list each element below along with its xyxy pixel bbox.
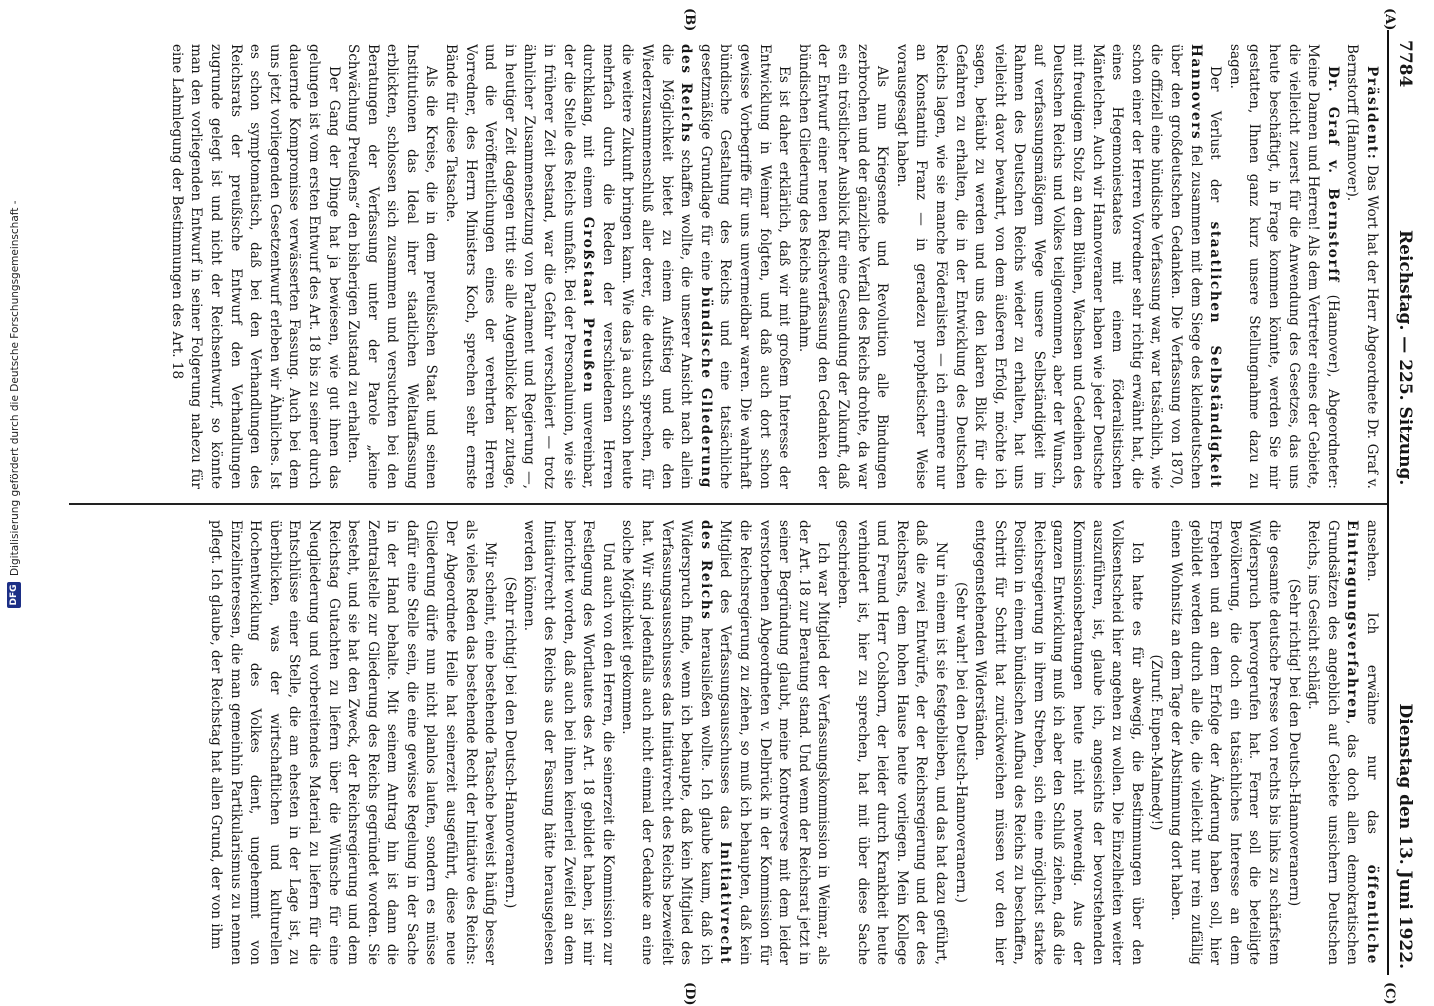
emphasized-text: Großstaat Preußen <box>580 216 597 394</box>
paragraph <box>1224 44 1342 489</box>
paragraph: Mir scheint, eine bestehende Tatsache beweist häufig besser als vieles Reden das bestehende Recht der Initiative des Reichs: Der Abgeordnete Heile hat seinerzeit ausgeführt, diese neue Gliederung dürfe nun nicht planlos laufen, sondern es müsse dafür eine Stelle sein, die eine gewisse Regelung in der Sache in der Hand behalte. Mit seinem Antrag hin ist dann die Zentralstelle zur Gliederung des Reichs gegründet worden. Sie besteht, und sie hat den Zweck, der Reichsregierung und dem Reichstag Gutachten zu liefern über die Wünsche für eine Neugliederung und vorbereitendes Material zu liefern für die Entschlüsse einer Stelle, die am ehesten in der Lage ist, zu überblicken, was der wirtschaftlichen und kulturellen Hochentwicklung des Volkes dient, ungehemmt von Einzelinteressen, die man gemeinhin Partikularismus zu nennen pflegt. Ich glaube, der Reichstag hat allen Grund, der von ihm <box>207 520 499 965</box>
page-number: 7784 <box>1395 40 1415 88</box>
paragraph: Als die Kreise, die in dem preußischen Staat und seinen Institutionen das Ideal ihrer staatlichen Weltauffassung erblickten, schlossen sich zusammen und versuchten bei den Beratungen der Verfassung unter der Parole „keine Schwächung Preußens“ den bisherigen Zustand zu erhalten. <box>345 44 440 489</box>
footer-text: Digitalisierung gefördert durch die Deutsche Forschungsgemeinschaft - <box>9 200 21 576</box>
paragraph: Als nun Kriegsende und Revolution alle Bindungen zerbrochen und der gänzliche Verfall des Reichs drohte, da war es ein tröstlicher Ausblick für eine Gesundung der Zukunft, daß der Entwurf einer neuen Reichsverfassung den Gedanken der bündischen Gliederung des Reichs aufnahm. <box>795 44 891 489</box>
paragraph <box>1303 520 1381 965</box>
paragraph: die gesamte deutsche Presse von rechts bis links zu schärfstem Widerspruch hervorgerufen hat. Ferner soll die beteiligte Bevölkerung, die doch ein tatsächliches Interesse an dem Ergehen und an dem Erfolge der Änderung haben soll, hier gebildet werden durch alle die, die vielleicht nur rein zufällig einen Wohnsitz an dem Tage der Abstimmung dort haben. <box>1168 520 1283 965</box>
rotated-page <box>67 0 1433 1006</box>
paragraph-text: Der Verlust der <box>1207 66 1224 222</box>
emphasized-text: Initiativrecht des Reichs <box>697 520 734 965</box>
paragraph-text: Das Wort hat der Herr Abgeordnete Dr. Graf v. Bernstorff (Hannover). <box>1344 44 1380 489</box>
left-column <box>71 44 1381 489</box>
interjection: (Zuruf: Eupen-Malmedy!) <box>1148 654 1165 831</box>
interjection: (Sehr wahr! bei den Deutsch-Hannoveranern.) <box>952 581 969 903</box>
paragraph-text: herausließen wollte. Ich glaube kaum, daß ich Widerspruch finde, wenn ich behaupte, daß kein Mitglied des Verfassungsausschusses das Initiativrecht des Reichs bezweifelt hat. Wir sind jedenfalls auch nicht einmal der Gedanke an eine solche Möglichkeit gekommen. <box>619 520 714 965</box>
margin-marker-d: (D) <box>682 982 697 1006</box>
paragraph-text: (Hannover), Abgeordneter: Meine Damen und Herren! Als dem Vertreter eines der Gebiete, die vielleicht zuerst für die Anwendung des Gesetzes, das uns heute beschäftigt, in Frage kommen könnte, werden Sie mir gestatten, Ihnen ganz kurz unsere Stellungnahme dazu zu sagen. <box>1226 44 1341 489</box>
digitization-footer <box>4 200 30 610</box>
emphasized-text: bündische Gliederung des Reichs <box>678 44 714 489</box>
interjection: (Sehr richtig! bei den Deutsch-Hannoveranern.) <box>501 576 518 909</box>
session-title: Reichstag. — 225. Sitzung. <box>1395 230 1415 486</box>
emphasized-text: staatlichen Selbständigkeit Hannovers <box>1187 44 1224 489</box>
paragraph <box>617 520 833 965</box>
paragraph-text: Es ist daher erklärlich, daß wir mit großem Interesse der Entwicklung in Weimar folgten, und daß auch dort schon gewisse Vorbegriffe für uns unvermeidbar waren. Die wahrhaft bündische Gestaltung des Reichs und eine tatsächliche gesetzmäßige Grundlage für eine <box>697 44 793 489</box>
paragraph: Nur in einem ist sie festgeblieben, und das hat dazu geführt, daß die zwei Entwürfe, der der Reichsregierung und der des Reichsrats, dem hohen Hause heute vorliegen. Mein Kollege und Freund Herr Colshorn, der leider durch Krankheit heute verhindert ist, hier zu sprechen, hat mit über diese Sache geschrieben. <box>834 520 949 965</box>
speaker-name: Dr. Graf v. Bernstorff <box>1324 66 1341 284</box>
session-date: Dienstag den 13. Juni 1922. <box>1395 703 1415 969</box>
paragraph <box>891 44 1224 489</box>
paragraph-text: Ich war Mitglied der Verfassungskommission in Weimar, als der Art. 18 zur Beratung stand. Und wenn der Reichsrat jetzt in seiner Begründung glaubt, meine Kontroverse mit dem leider verstorbenen Abgeordneten v. Delbrück in der Kommission für die Reichsregierung zu ziehen, so muß ich behaupten, daß kein Mitglied des Verfassungsausschusses das <box>717 520 832 965</box>
paragraph <box>1342 44 1381 489</box>
paragraph: Ich hatte es für abwegig, die Bestimmungen über den Volksentscheid hier angehen zu wollen. Die Einzelheiten weiter auszuführen, ist, glaube ich, angesichts der bevorstehenden Kommissionsberatungen heute nicht notwendig. Aus der ganzen Entwicklung muß ich aber den Schluß ziehen, daß die Reichsregierung in ihrem Streben, sich eine möglichst starke Position in einem bündischen Aufbau des Reichs zu beschaffen, Schritt für Schritt hat zurückweichen müssen vor den hier entgegenstehenden Widerständen. <box>972 520 1145 965</box>
paragraph: Der Gang der Dinge hat ja bewiesen, wie gut ihnen das gelungen ist vom ersten Entwurf des Art. 18 bis zu seiner durch dauernde Kompromisse verwässerten Fassung. Auch bei dem uns jetzt vorliegenden Gesetzentwurf erleben wir Ähnliches. Ist es schon symptomatisch, daß bei den Verhandlungen des Reichsrats der preußische Entwurf den Verhandlungen zugrunde gelegt ist und nicht der Reichsentwurf, so könnte man den vorliegenden Entwurf in seiner Folgerung nahezu für eine Lahmlegung der Bestimmungen des Art. 18 <box>168 44 342 489</box>
paragraph-text: fiel zusammen mit dem Siege des kleindeutschen über den großdeutschen Gedanken. Die Verfassung von 1870, die offiziell eine bündische Verfassung war, war tatsächlich, wie schon einer der Herren Vorredner sehr richtig erwähnt hat, die eines Hegemoniestaates mit einem föderalistischen Mäntelchen. Auch wir Hannoveraner haben wie jeder Deutsche mit freudigem Stolz an dem Blühen, Wachsen und Gedeihen des Deutschen Reichs und Volkes teilgenommen, aber der Wunsch, auf verfassungsmäßigem Wege unsere Selbständigkeit im Rahmen des Deutschen Reichs wieder zu erhalten, hat uns vielleicht davor bewahrt, von dem äußeren Erfolg, möchte ich sagen, betäubt zu werden und uns den klaren Blick für die Gefahren zu erhalten, die in der Entwicklung des Deutschen Reichs lagen, wie sie manche Föderalisten — ich erinnere nur an Konstantin Franz — in geradezu prophetischer Weise vorausgesagt haben. <box>893 44 1204 489</box>
paragraph-text: ansehen. Ich erwähne nur das <box>1364 520 1380 865</box>
right-column <box>71 520 1381 965</box>
paragraph: Und auch von den Herren, die seinerzeit die Kommission zur Festlegung des Wortlautes des Art. 18 gebildet haben, ist mir berichtet worden, daß auch bei ihnen keinerlei Zweifel an dem Initiativrecht des Reichs aus der Fassung hätte herausgelesen werden können. <box>521 520 616 965</box>
paragraph <box>441 44 794 489</box>
speaker-label: Präsident: <box>1364 66 1380 161</box>
column-divider <box>69 503 1387 505</box>
interjection: (Sehr richtig! bei den Deutsch-Hannoveranern) <box>1285 578 1302 907</box>
dfg-logo-icon: DFG <box>7 582 21 608</box>
emphasized-text: öffentliche Eintragungsverfahren <box>1344 520 1380 965</box>
margin-marker-c: (C) <box>1382 982 1397 1005</box>
paragraph-text: , das doch allen demokratischen Grundsätzen des angeblich auf Gebiete unsichern Deutschen Reichs, ins Gesicht schlägt. <box>1305 520 1361 965</box>
margin-marker-a: (A) <box>1382 8 1397 31</box>
page-header <box>1387 30 1419 975</box>
margin-marker-b: (B) <box>682 8 697 32</box>
paragraph-text: schaffen wollte, die unserer Ansicht nach allein die Möglichkeit bietet zu einem Aufstieg und die den Wiederzusammenschluß aller derer, die deutsch sprechen, für die weitere Zukunft bringen kann. Wie das ja auch schon heute mehrfach durch die Reden der verschiedenen Herren durchklang, mit einem <box>580 44 695 489</box>
paragraph-text: unvereinbar, der die Stelle des Reichs umfaßt. Bei der Personalunion, wie sie in früherer Zeit bestand, war die Gefahr verschleiert — trotz ähnlicher Zusammensetzung von Parlament und Regierung —, in heutiger Zeit dagegen tritt sie alle Augenblicke klar zutage, und die Veröffentlichungen eines der verehrten Herren Vorredner, des Herrn Ministers Koch, sprechen sehr ernste Bände für diese Tatsache. <box>443 44 597 489</box>
